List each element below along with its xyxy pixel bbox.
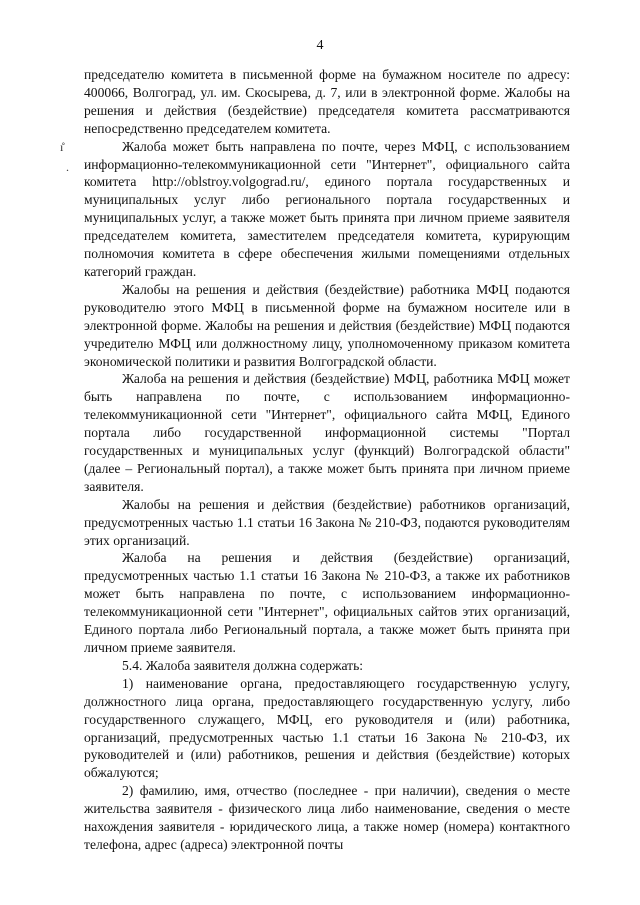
margin-mark: ı̊ — [60, 140, 64, 154]
paragraph-5: Жалобы на решения и действия (бездействие) работников организаций, предусмотренных частью 1.1 статьи 16 Закона № 210-ФЗ, подаются руководителям этих организаций. — [84, 496, 570, 548]
paragraph-8: 1) наименование органа, предоставляющего государственную услугу, должностного лица органа, предоставляющего государственную услугу, либо государственного служащего, МФЦ, его руководителя и (или) работника, организаций, предусмотренных частью 1.1 статьи 16 Закона № 210-ФЗ, их руководителей и (или) работников, решения и действия (бездействие) которых обжалуются; — [84, 675, 570, 781]
paragraph-9: 2) фамилию, имя, отчество (последнее - при наличии), сведения о месте жительства заявителя - физического лица либо наименование, сведения о месте нахождения заявителя - юридического лица, а также номер (номера) контактного телефона, адрес (адреса) электронной почты — [84, 783, 570, 852]
paragraph-2: Жалоба может быть направлена по почте, через МФЦ, с использованием информационно-телекоммуникационной сети "Интернет", официального сайта комитета http://oblstroy.volgograd.ru/, единого портала государственных и муниципальных услуг либо регионального портала государственных и муниципальных услуг, а также может быть принята при личном приеме заявителя председателем комитета, заместителем председателя комитета, курирующим полномочия комитета в сфере обеспечения жилыми помещениями отдельных категорий граждан. — [84, 138, 570, 279]
paragraph-1: председателю комитета в письменной форме на бумажном носителе по адресу: 400066, Волгоград, ул. им. Скосырева, д. 7, или в электронной форме. Жалобы на решения и действия (бездействие) председателя комитета рассматриваются непосредственно председателем комитета. — [84, 67, 570, 136]
paragraph-7: 5.4. Жалоба заявителя должна содержать: — [122, 657, 364, 673]
paragraph-3: Жалобы на решения и действия (бездействие) работника МФЦ подаются руководителю этого МФЦ в письменной форме на бумажном носителе или в электронной форме. Жалобы на решения и действия (бездействие) МФЦ подаются учредителю МФЦ или должностному лицу, уполномоченному приказом комитета экономической политики и развития Волгоградской области. — [84, 281, 570, 369]
document-body — [84, 66, 570, 854]
paragraph-4: Жалоба на решения и действия (бездействие) МФЦ, работника МФЦ может быть направлена по почте, с использованием информационно-телекоммуникационной сети "Интернет", официального сайта МФЦ, Единого портала либо государственной информационной системы "Портал государственных и муниципальных услуг (функций) Волгоградской области" (далее – Региональный портал), а также может быть принята при личном приеме заявителя. — [84, 371, 570, 494]
paragraph-6: Жалоба на решения и действия (бездействие) организаций, предусмотренных частью 1.1 статьи 16 Закона № 210-ФЗ, а также их работников может быть направлена по почте, с использованием информационно-телекоммуникационной сети "Интернет", официальных сайтов этих организаций, Единого портала либо Региональный портала, а также может быть принята при личном приеме заявителя. — [84, 550, 570, 655]
margin-mark: . — [66, 160, 69, 174]
page-number: 4 — [316, 38, 324, 53]
